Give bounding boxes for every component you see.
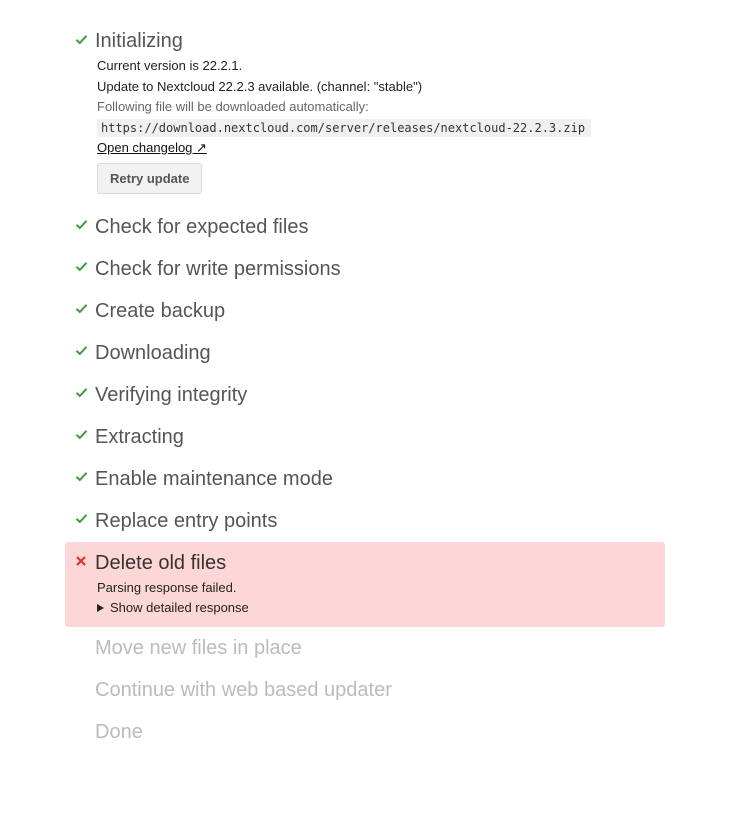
checkmark-icon xyxy=(74,512,88,526)
step-check-write-permissions xyxy=(65,248,665,290)
step-title: Create backup xyxy=(95,299,226,322)
step-move-new-files xyxy=(65,627,665,669)
step-details xyxy=(95,54,655,198)
step-details xyxy=(95,576,655,619)
checkmark-icon xyxy=(74,470,88,484)
checkmark-icon xyxy=(74,428,88,442)
show-detailed-response-toggle[interactable] xyxy=(97,598,655,619)
step-delete-old-files xyxy=(65,542,665,627)
update-available-text: Update to Nextcloud 22.2.3 available. (channel: "stable") xyxy=(97,78,423,94)
step-title: Move new files in place xyxy=(95,636,302,659)
step-title: Continue with web based updater xyxy=(95,678,392,701)
current-version-text: Current version is 22.2.1. xyxy=(97,58,243,73)
checkmark-icon xyxy=(74,260,88,274)
download-note-text: Following file will be downloaded automatically: xyxy=(97,99,369,114)
checkmark-icon xyxy=(74,344,88,358)
step-create-backup xyxy=(65,290,665,332)
download-url: https://download.nextcloud.com/server/releases/nextcloud-22.2.3.zip xyxy=(97,119,591,137)
step-title: Verifying integrity xyxy=(95,383,248,406)
step-downloading xyxy=(65,332,665,374)
step-title: Delete old files xyxy=(95,551,227,574)
step-verifying-integrity xyxy=(65,374,665,416)
step-replace-entry-points xyxy=(65,500,665,542)
step-title: Initializing xyxy=(95,30,183,52)
step-enable-maintenance-mode xyxy=(65,458,665,500)
step-continue-web-updater xyxy=(65,669,665,711)
disclosure-triangle-icon xyxy=(97,604,104,612)
details-label: Show detailed response xyxy=(110,600,249,615)
step-title: Replace entry points xyxy=(95,509,278,532)
open-changelog-link[interactable]: Open changelog ↗ xyxy=(97,140,207,155)
checkmark-icon xyxy=(74,386,88,400)
update-steps-list xyxy=(65,20,665,753)
checkmark-icon xyxy=(74,302,88,316)
step-title: Enable maintenance mode xyxy=(95,467,333,490)
checkmark-icon xyxy=(74,218,88,232)
step-done xyxy=(65,711,665,753)
step-extracting xyxy=(65,416,665,458)
cross-icon xyxy=(74,554,88,568)
step-initializing xyxy=(65,20,665,206)
error-message: Parsing response failed. xyxy=(97,579,237,595)
retry-update-button[interactable]: Retry update xyxy=(97,163,202,194)
step-title: Check for write permissions xyxy=(95,257,341,280)
step-check-expected-files xyxy=(65,206,665,248)
step-title: Extracting xyxy=(95,425,184,448)
step-title: Done xyxy=(95,720,143,743)
checkmark-icon xyxy=(74,32,88,46)
step-title: Downloading xyxy=(95,341,211,364)
step-title: Check for expected files xyxy=(95,215,309,238)
